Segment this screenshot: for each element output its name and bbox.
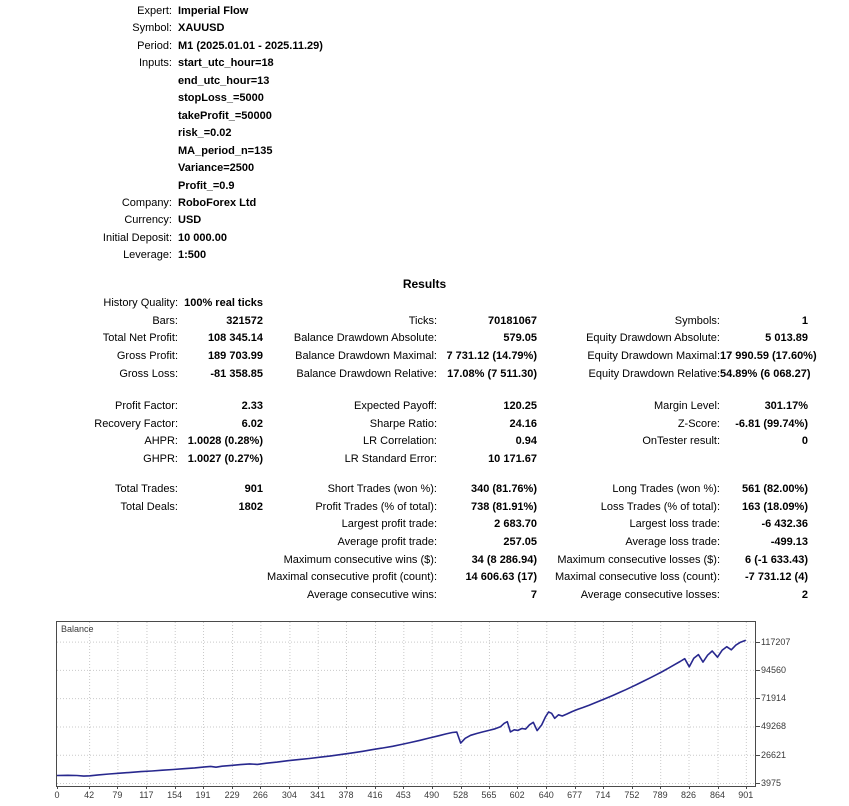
x-tick [632,786,633,789]
header-row [0,3,323,20]
x-tick-label: 677 [567,790,583,800]
x-tick-label: 79 [112,790,123,800]
y-tick-label: 26621 [761,749,787,760]
stat-label: LR Standard Error: [344,452,437,465]
header-label: Leverage: [123,249,172,262]
header-label [0,143,172,160]
header-row [0,125,323,142]
stat-label: Recovery Factor: [94,417,178,430]
header-label: Currency: [124,214,172,227]
y-tick [756,755,760,756]
x-tick [403,786,404,789]
stat-value: -6.81 (99.74%) [735,417,808,430]
y-tick-label: 49268 [761,721,787,732]
header-row [0,55,323,72]
header-label [0,125,172,142]
header-label [0,108,172,125]
y-tick-label: 71914 [761,693,787,704]
stat-value: 301.17% [764,399,808,412]
stat-label: Balance Drawdown Maximal: [295,349,437,362]
y-tick [756,698,760,699]
stat-value: -7 731.12 (4) [745,571,808,584]
header-label: Company: [121,196,172,209]
x-tick-label: 901 [738,790,754,800]
stat-label: GHPR: [143,452,178,465]
stat-label: Largest profit trade: [341,518,437,531]
x-tick [489,786,490,789]
results-title: Results [402,277,447,291]
x-tick [117,786,118,789]
x-tick-label: 789 [652,790,668,800]
y-tick-label: 94560 [761,664,787,675]
stat-row [0,365,849,383]
stat-value: 17.08% (7 511.30) [447,367,537,380]
stat-label: Z-Score: [677,417,720,430]
stat-label: Equity Drawdown Absolute: [586,332,720,345]
stat-row [0,551,849,569]
stat-value: 579.05 [503,332,537,345]
stat-label: History Quality: [103,296,178,309]
stats-section [0,294,849,382]
stat-value: 163 (18.09%) [741,500,808,513]
x-tick-label: 416 [367,790,383,800]
header-row [0,73,323,90]
stat-row [0,533,849,551]
header-row [0,230,323,247]
stat-label: Average loss trade: [625,535,720,548]
x-tick-label: 528 [453,790,469,800]
stat-label: Maximal consecutive profit (count): [267,571,437,584]
stat-label: Loss Trades (% of total): [600,500,720,513]
stat-row [0,450,849,468]
header-value: Variance=2500 [178,162,255,175]
stat-row [0,568,849,586]
stat-value: 189 703.99 [207,349,263,362]
stat-row [0,415,849,433]
stat-label: Total Trades: [115,482,178,495]
stat-value: 2.33 [241,399,263,412]
stat-label: Short Trades (won %): [327,482,437,495]
chart-series-label: Balance [61,624,94,634]
stat-value: 100% real ticks [184,296,263,309]
stat-label: Margin Level: [653,399,720,412]
report-header [0,3,323,265]
balance-curve-svg [57,622,755,786]
header-label: Initial Deposit: [102,231,172,244]
stat-value: 0 [801,435,808,448]
stat-label: Maximum consecutive losses ($): [557,553,720,566]
y-tick [756,726,760,727]
stat-row [0,312,849,330]
x-tick [146,786,147,789]
header-value: 1:500 [178,249,207,262]
stat-label: Balance Drawdown Relative: [296,367,437,380]
stat-value: -81 358.85 [210,367,263,380]
stat-value: -6 432.36 [761,518,808,531]
stat-value: 34 (8 286.94) [471,553,537,566]
stat-label: Equity Drawdown Maximal: [587,349,720,362]
stat-label: Total Deals: [120,500,178,513]
stat-value: 54.89% (6 068.27) [720,367,811,380]
x-tick [89,786,90,789]
stat-label: Ticks: [408,314,437,327]
stat-label: Equity Drawdown Relative: [588,367,720,380]
header-row [0,195,323,212]
stat-value: 6.02 [241,417,263,430]
header-row [0,212,323,229]
x-tick [375,786,376,789]
stat-value: 70181067 [488,314,537,327]
header-row [0,143,323,160]
x-tick [517,786,518,789]
header-value: takeProfit_=50000 [178,109,272,122]
stat-value: 340 (81.76%) [470,482,537,495]
y-tick [756,783,760,784]
stat-value: 14 606.63 (17) [465,571,537,584]
stat-value: 2 [801,588,808,601]
x-tick-label: 154 [167,790,183,800]
header-value: stopLoss_=5000 [178,92,264,105]
header-value: end_utc_hour=13 [178,74,270,87]
x-tick-label: 453 [395,790,411,800]
x-tick-label: 266 [252,790,268,800]
x-tick-label: 490 [424,790,440,800]
x-tick [232,786,233,789]
header-label [0,73,172,90]
stat-label: Largest loss trade: [629,518,720,531]
stats-section [0,480,849,604]
stat-value: 257.05 [503,535,537,548]
header-value: XAUUSD [178,22,225,35]
x-tick-label: 826 [680,790,697,800]
header-label: Expert: [137,5,172,17]
x-tick [318,786,319,789]
stat-value: 738 (81.91%) [470,500,537,513]
stat-value: -499.13 [770,535,808,548]
header-value: Imperial Flow [178,5,249,17]
x-tick [575,786,576,789]
x-tick [289,786,290,789]
stats-section [0,397,849,468]
stat-value: 2 683.70 [494,518,537,531]
header-label: Symbol: [132,22,172,35]
stat-label: Gross Loss: [119,367,178,380]
x-tick-label: 864 [709,790,726,800]
stat-label: Symbols: [674,314,720,327]
header-value: M1 (2025.01.01 - 2025.11.29) [178,39,323,52]
y-tick-label: 3975 [761,778,782,788]
stat-value: 10 171.67 [488,452,537,465]
header-row [0,108,323,125]
stat-label: Balance Drawdown Absolute: [293,332,437,345]
x-tick [660,786,661,789]
x-tick [718,786,719,789]
stat-value: 1802 [238,500,263,513]
x-tick-label: 304 [281,790,297,800]
stat-label: OnTester result: [642,435,720,448]
header-label: Inputs: [138,57,172,70]
x-tick-label: 602 [509,790,525,800]
y-tick [756,642,760,643]
y-tick [756,670,760,671]
stat-row [0,586,849,604]
stat-value: 7 731.12 (14.79%) [446,349,537,362]
stat-label: Profit Trades (% of total): [315,500,437,513]
y-tick-label: 117207 [761,636,791,647]
x-tick [203,786,204,789]
stat-row [0,480,849,498]
stat-value: 1.0028 (0.28%) [187,435,263,448]
x-tick [689,786,690,789]
header-value: MA_period_n=135 [178,144,273,157]
stat-label: Total Net Profit: [102,332,178,345]
x-tick-label: 341 [310,790,326,800]
stat-value: 6 (-1 633.43) [745,553,808,566]
stat-label: Gross Profit: [116,349,178,362]
stat-row [0,329,849,347]
stat-row [0,432,849,450]
header-value: Profit_=0.9 [178,179,235,192]
header-value: USD [178,214,202,227]
x-tick-label: 640 [538,790,554,800]
x-tick-label: 378 [338,790,354,800]
header-row [0,160,323,177]
stat-row [0,347,849,365]
stat-value: 5 013.89 [765,332,808,345]
header-label [0,178,172,195]
stat-value: 321572 [226,314,263,327]
stat-label: Average consecutive wins: [306,588,437,601]
stat-label: Average consecutive losses: [580,588,720,601]
stat-label: Profit Factor: [115,399,178,412]
x-tick-label: 714 [595,790,611,800]
header-label: Period: [137,39,172,52]
stat-value: 1.0027 (0.27%) [187,452,263,465]
stat-value: 24.16 [509,417,537,430]
header-value: risk_=0.02 [178,127,232,140]
stat-value: 17 990.59 (17.60%) [720,349,817,362]
header-label [0,90,172,107]
x-tick [603,786,604,789]
x-tick [461,786,462,789]
x-tick [57,786,58,789]
header-value: 10 000.00 [178,231,227,244]
x-tick [346,786,347,789]
stat-row [0,498,849,516]
stat-row [0,397,849,415]
x-tick-label: 229 [224,790,240,800]
header-row [0,20,323,37]
stat-label: Sharpe Ratio: [369,417,437,430]
stat-label: LR Correlation: [363,435,437,448]
x-tick [432,786,433,789]
x-tick [546,786,547,789]
x-tick [175,786,176,789]
stat-row [0,515,849,533]
stat-row [0,294,849,312]
stat-value: 7 [530,588,537,601]
x-tick-label: 565 [481,790,497,800]
chart-plot-area [56,621,756,787]
header-row [0,90,323,107]
stat-label: Bars: [152,314,178,327]
header-row [0,38,323,55]
header-label [0,160,172,177]
stat-label: Maximum consecutive wins ($): [283,553,437,566]
x-tick [260,786,261,789]
header-value: start_utc_hour=18 [178,57,274,70]
x-tick-label: 0 [54,790,60,800]
header-row [0,178,323,195]
stat-label: Expected Payoff: [354,399,437,412]
x-tick-label: 42 [84,790,95,800]
stat-label: AHPR: [144,435,178,448]
x-tick [746,786,747,789]
x-tick-label: 752 [624,790,640,800]
stat-value: 0.94 [515,435,537,448]
stat-value: 120.25 [503,399,537,412]
stat-value: 901 [244,482,263,495]
stat-value: 108 345.14 [207,332,263,345]
stat-label: Long Trades (won %): [612,482,720,495]
header-row [0,247,323,264]
stat-label: Average profit trade: [337,535,437,548]
header-value: RoboForex Ltd [178,196,257,209]
x-tick-label: 117 [139,790,154,800]
x-tick-label: 191 [195,790,211,800]
stat-value: 1 [801,314,808,327]
stat-value: 561 (82.00%) [741,482,808,495]
stat-label: Maximal consecutive loss (count): [554,571,720,584]
